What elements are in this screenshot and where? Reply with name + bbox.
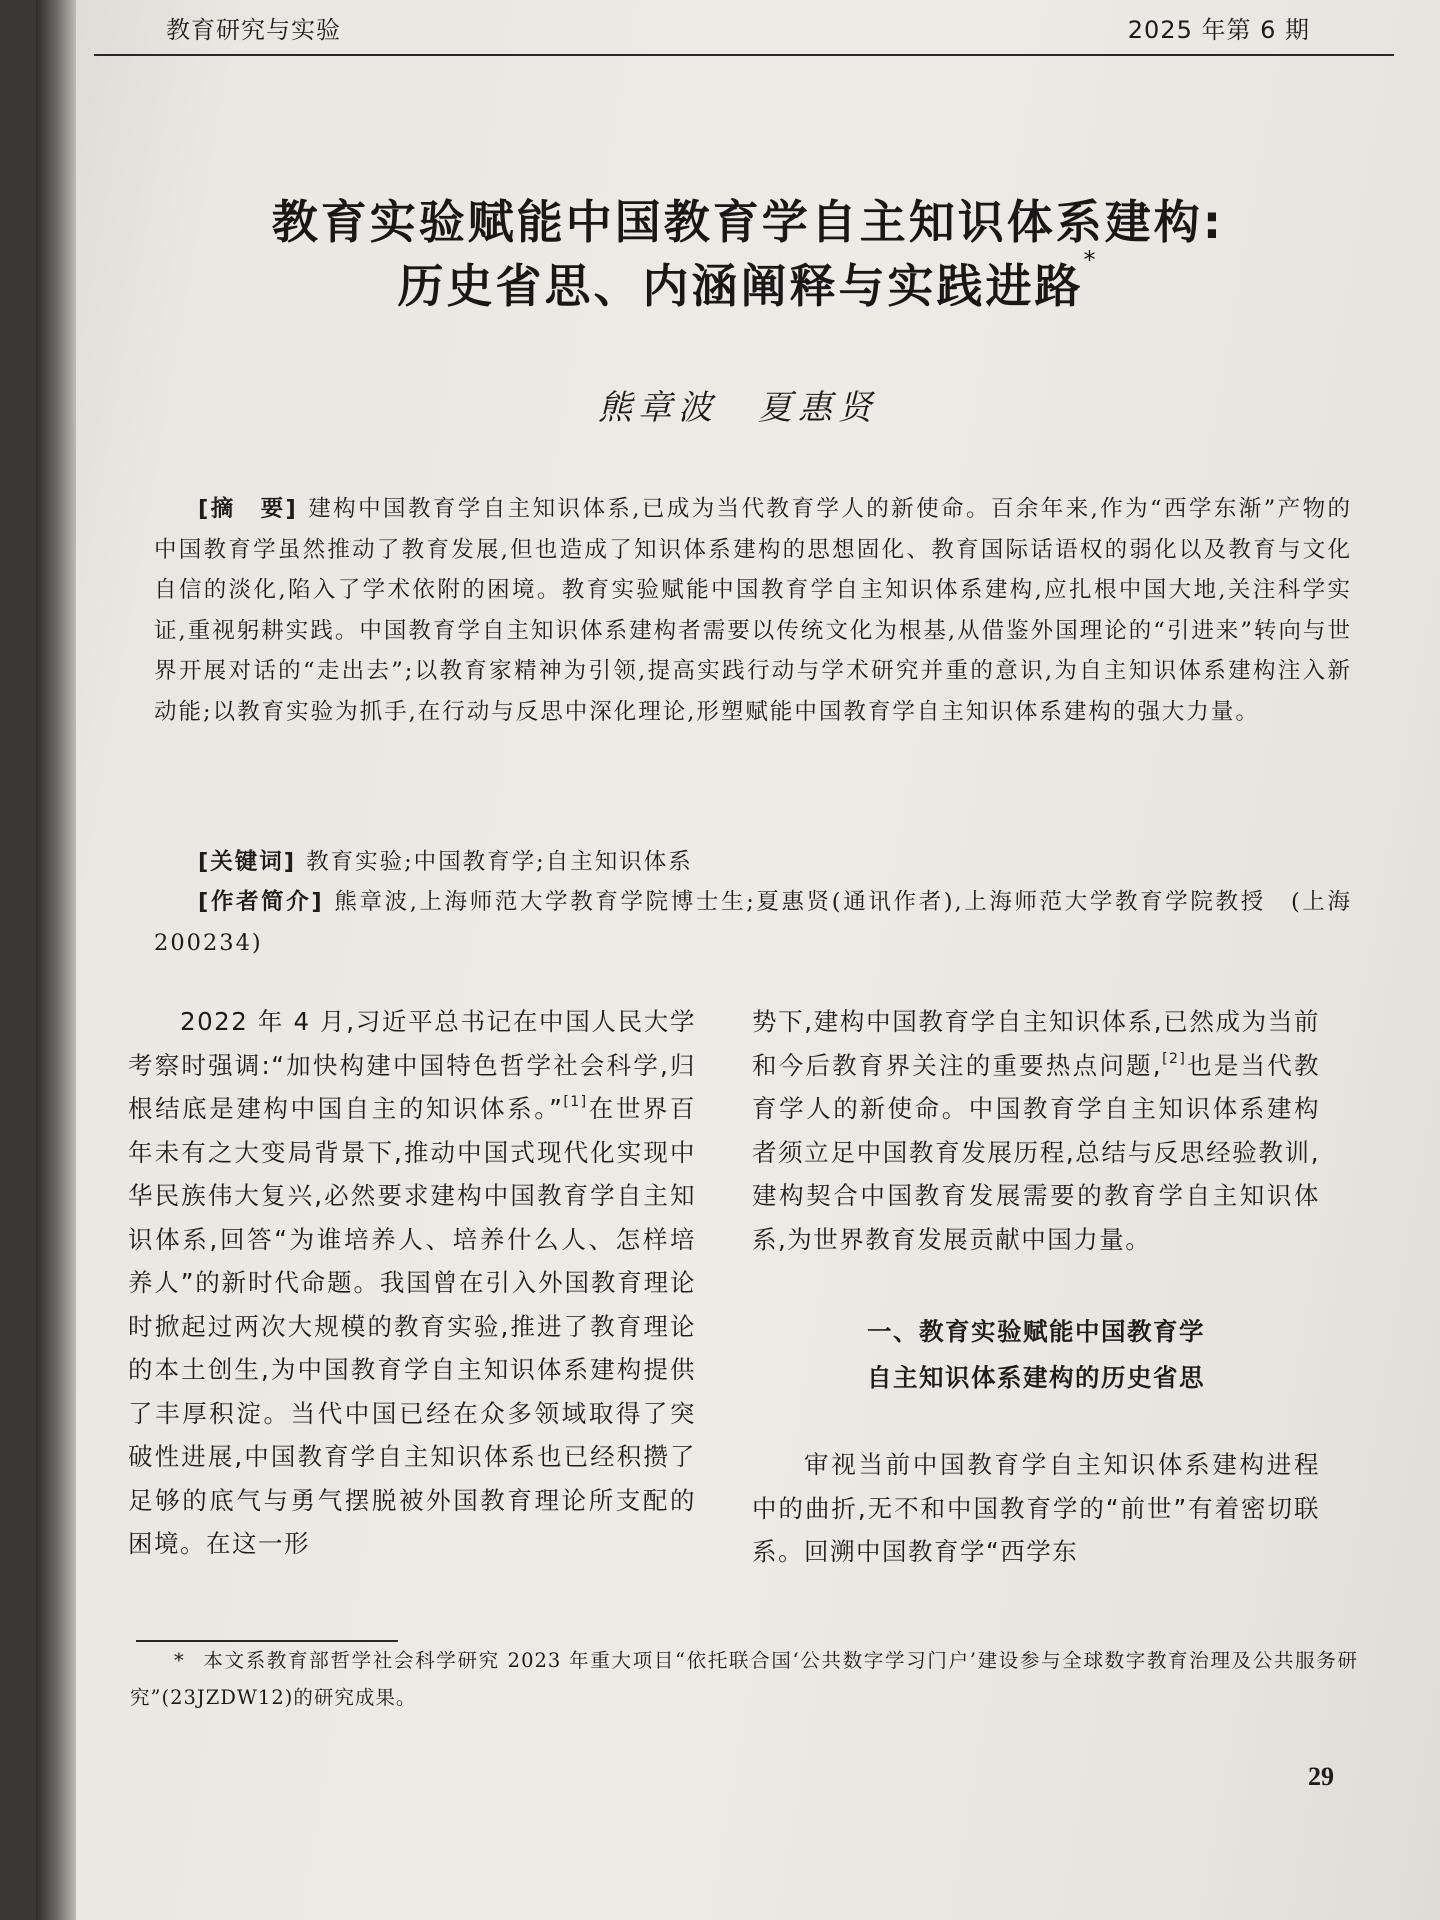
citation-ref: [1] (563, 1094, 588, 1110)
author-name: 夏惠贤 (758, 388, 878, 428)
author-list (76, 380, 1400, 429)
keywords-text: 教育实验;中国教育学;自主知识体系 (306, 849, 693, 875)
journal-name: 教育研究与实验 (166, 16, 341, 44)
keywords (154, 842, 1352, 883)
footnote-mark: * (174, 1649, 185, 1672)
author-name: 熊章波 (598, 388, 718, 428)
body-column-left (128, 1000, 696, 1566)
body-text: 也是当代教育学人的新使命。中国教育学自主知识体系建构者须立足中国教育发展历程,总结与反思经验教训,建构契合中国教育发展需要的教育学自主知识体系,为世界教育发展贡献中国力量。 (752, 1050, 1320, 1254)
body-paragraph (752, 1000, 1320, 1261)
section-heading-line: 自主知识体系建构的历史省思 (867, 1363, 1205, 1392)
author-bio-text: 熊章波,上海师范大学教育学院博士生;夏惠贤(通讯作者),上海师范大学教育学院教授 (上海 200234) (154, 889, 1377, 956)
keywords-label: [关键词] (198, 849, 297, 875)
author-bio (154, 882, 1377, 963)
issue-number: 2025 年第 6 期 (1127, 16, 1310, 44)
body-paragraph (128, 1000, 696, 1566)
body-text: 2022 年 4 月,习近平总书记在中国人民大学考察时强调:“加快构建中国特色哲学社会科学,归根结底是建构中国自主的知识体系。” (128, 1007, 696, 1123)
body-text: 势下,建构中国教育学自主知识体系,已然成为当前和今后教育界关注的重要热点问题, (752, 1007, 1320, 1080)
title-footnote-mark: * (1083, 246, 1099, 274)
section-heading (752, 1309, 1320, 1401)
title-line-2 (96, 246, 1400, 316)
title-line-2-text: 历史省思、内涵阐释与实践进路 (397, 259, 1084, 313)
journal-page (36, 0, 1440, 1920)
book-spine-shadow (36, 0, 76, 1920)
page-number: 29 (1308, 1762, 1334, 1791)
title-line-1 (96, 186, 1400, 252)
abstract-label: [摘 要] (198, 496, 298, 522)
body-column-right (752, 1000, 1320, 1574)
body-text: 在世界百年未有之大变局背景下,推动中国式现代化实现中华民族伟大复兴,必然要求建构中国教育学自主知识体系,回答“为谁培养人、培养什么人、怎样培养人”的新时代命题。我国曾在引入外国教育理论时掀起过两次大规模的教育实验,推进了教育理论的本土创生,为中国教育学自主知识体系建构提供了丰厚积淀。当代中国已经在众多领域取得了突破性进展,中国教育学自主知识体系也已经积攒了足够的底气与勇气摆脱被外国教育理论所支配的困境。在这一形 (128, 1094, 696, 1558)
section-heading-line: 一、教育实验赋能中国教育学 (867, 1317, 1205, 1346)
author-bio-label: [作者简介] (198, 889, 324, 915)
abstract-text: 建构中国教育学自主知识体系,已成为当代教育学人的新使命。百余年来,作为“西学东渐”产物的中国教育学虽然推动了教育发展,但也造成了知识体系建构的思想固化、教育国际话语权的弱化以及教育与文化自信的淡化,陷入了学术依附的困境。教育实验赋能中国教育学自主知识体系建构,应扎根中国大地,关注科学实证,重视躬耕实践。中国教育学自主知识体系建构者需要以传统文化为根基,从借鉴外国理论的“引进来”转向与世界开展对话的“走出去”;以教育家精神为引领,提高实践行动与学术研究并重的意识,为自主知识体系建构注入新动能;以教育实验为抓手,在行动与反思中深化理论,形塑赋能中国教育学自主知识体系建构的强大力量。 (154, 496, 1353, 725)
footnote (130, 1642, 1358, 1716)
citation-ref: [2] (1162, 1050, 1187, 1067)
body-paragraph: 审视当前中国教育学自主知识体系建构进程中的曲折,无不和中国教育学的“前世”有着密切联系。回溯中国教育学“西学东 (752, 1450, 1320, 1566)
header-rule (94, 54, 1394, 56)
title-line-1-text: 教育实验赋能中国教育学自主知识体系建构: (271, 195, 1225, 249)
footnote-text: 本文系教育部哲学社会科学研究 2023 年重大项目“依托联合国‘公共数字学习门户’建设参与全球数字教育治理及公共服务研究”(23JZDW12)的研究成果。 (130, 1649, 1358, 1709)
abstract (154, 489, 1352, 732)
